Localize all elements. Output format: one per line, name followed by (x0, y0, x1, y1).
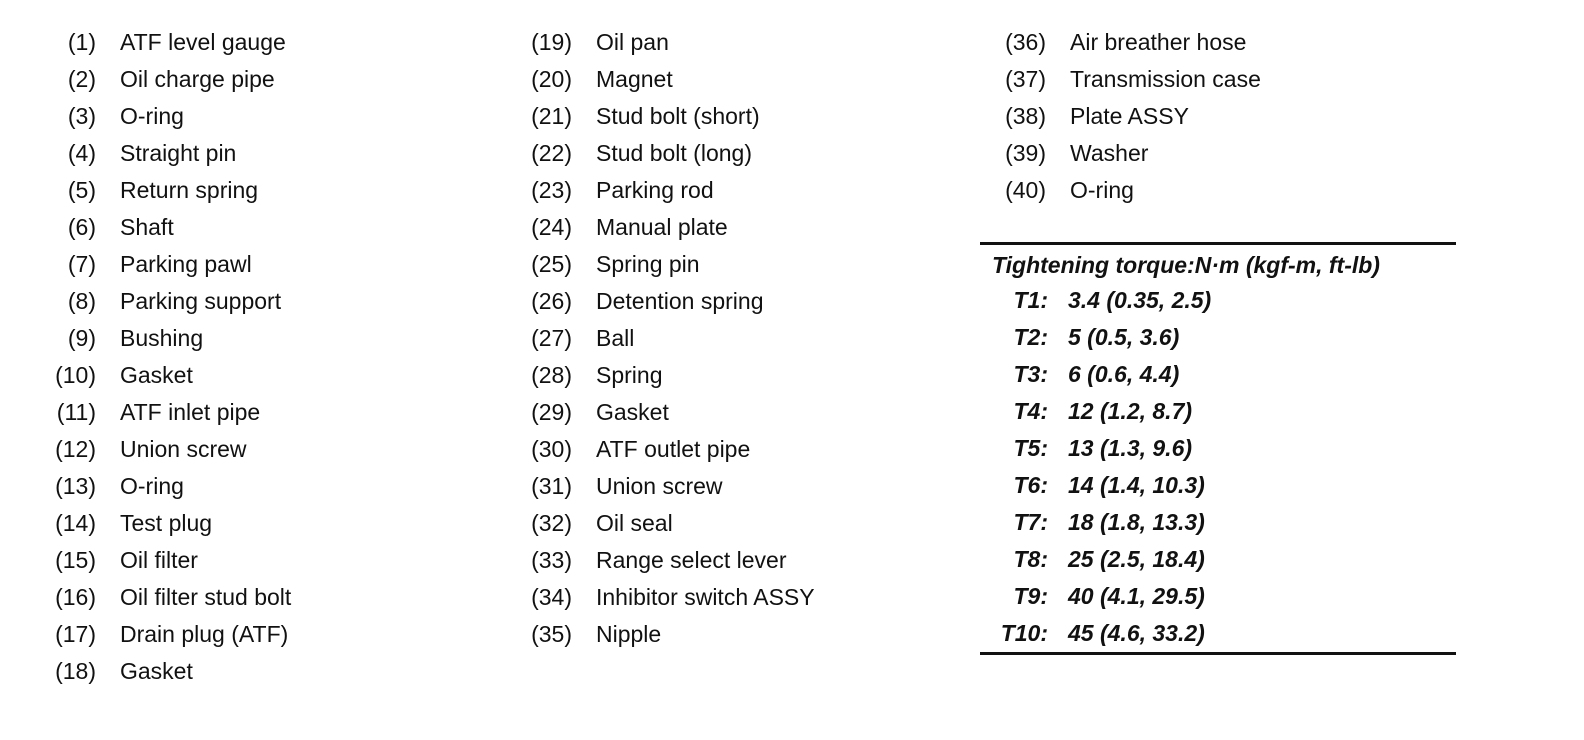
part-row (516, 542, 956, 579)
part-row (40, 431, 480, 468)
part-number: (32) (531, 510, 572, 536)
torque-code: T4: (1013, 398, 1048, 424)
part-row (516, 579, 956, 616)
part-row (40, 357, 480, 394)
part-number: (28) (531, 362, 572, 388)
part-name: Parking support (120, 288, 282, 314)
part-row (516, 431, 956, 468)
torque-code: T8: (1013, 546, 1048, 572)
part-number: (24) (531, 214, 572, 240)
part-row (516, 357, 956, 394)
torque-value: 6 (0.6, 4.4) (1068, 361, 1180, 387)
part-row (516, 209, 956, 246)
part-row (990, 135, 1470, 172)
torque-row (980, 578, 1456, 615)
torque-row (980, 356, 1456, 393)
part-name: Oil filter (120, 547, 198, 573)
torque-row (980, 282, 1456, 319)
part-number: (25) (531, 251, 572, 277)
part-name: Oil seal (596, 510, 673, 536)
part-name: Return spring (120, 177, 259, 203)
part-number: (7) (67, 251, 96, 277)
part-row (516, 616, 956, 653)
part-name: Gasket (120, 658, 193, 684)
torque-code: T2: (1013, 324, 1048, 350)
part-name: ATF inlet pipe (120, 399, 261, 425)
part-row (40, 468, 480, 505)
part-number: (11) (56, 399, 96, 425)
part-row (990, 24, 1470, 61)
part-row (40, 579, 480, 616)
torque-value: 40 (4.1, 29.5) (1068, 583, 1205, 609)
torque-code: T5: (1013, 435, 1048, 461)
part-name: Stud bolt (short) (596, 103, 760, 129)
part-name: ATF outlet pipe (596, 436, 751, 462)
part-name: Inhibitor switch ASSY (596, 584, 815, 610)
part-name: Union screw (596, 473, 723, 499)
part-name: Parking rod (596, 177, 714, 203)
part-name: Transmission case (1070, 66, 1261, 92)
part-number: (21) (531, 103, 572, 129)
part-row (516, 24, 956, 61)
part-number: (38) (1005, 103, 1046, 129)
part-number: (37) (1005, 66, 1046, 92)
part-row (516, 246, 956, 283)
torque-value: 12 (1.2, 8.7) (1068, 398, 1193, 424)
torque-row (980, 319, 1456, 356)
part-row (516, 283, 956, 320)
torque-rows (980, 282, 1456, 652)
part-number: (2) (67, 66, 96, 92)
torque-table-title: Tightening torque:N·m (kgf-m, ft-lb) (992, 252, 1380, 278)
part-row (40, 542, 480, 579)
part-row (516, 394, 956, 431)
part-row (990, 61, 1470, 98)
part-name: Detention spring (596, 288, 764, 314)
part-number: (4) (67, 140, 96, 166)
part-row (516, 61, 956, 98)
part-name: O-ring (1070, 177, 1134, 203)
part-name: Nipple (596, 621, 662, 647)
part-name: Straight pin (120, 140, 237, 166)
part-row (516, 135, 956, 172)
torque-row (980, 467, 1456, 504)
part-row (40, 61, 480, 98)
part-number: (26) (531, 288, 572, 314)
torque-value: 25 (2.5, 18.4) (1068, 546, 1205, 572)
torque-value: 13 (1.3, 9.6) (1068, 435, 1193, 461)
part-name: Shaft (120, 214, 174, 240)
torque-row (980, 541, 1456, 578)
part-name: Spring (596, 362, 663, 388)
part-number: (14) (55, 510, 96, 536)
part-number: (8) (67, 288, 96, 314)
part-row (516, 172, 956, 209)
part-name: Stud bolt (long) (596, 140, 752, 166)
part-number: (29) (531, 399, 572, 425)
part-number: (16) (55, 584, 96, 610)
part-name: O-ring (120, 103, 184, 129)
part-number: (36) (1005, 29, 1046, 55)
torque-code: T6: (1013, 472, 1048, 498)
part-name: Air breather hose (1070, 29, 1247, 55)
part-number: (18) (55, 658, 96, 684)
part-number: (40) (1005, 177, 1046, 203)
part-name: Washer (1070, 140, 1149, 166)
torque-code: T3: (1013, 361, 1048, 387)
part-number: (15) (55, 547, 96, 573)
part-name: Gasket (120, 362, 193, 388)
part-row (40, 653, 480, 690)
parts-list-column-3 (990, 24, 1470, 209)
part-row (40, 209, 480, 246)
part-name: Magnet (596, 66, 673, 92)
part-number: (20) (531, 66, 572, 92)
part-name: Bushing (120, 325, 204, 351)
part-row (40, 394, 480, 431)
part-name: Oil charge pipe (120, 66, 275, 92)
part-number: (30) (531, 436, 572, 462)
part-name: O-ring (120, 473, 184, 499)
part-row (40, 98, 480, 135)
torque-row (980, 504, 1456, 541)
tightening-torque-table (980, 242, 1456, 655)
torque-code: T1: (1013, 287, 1048, 313)
part-row (40, 24, 480, 61)
part-row (516, 320, 956, 357)
torque-value: 3.4 (0.35, 2.5) (1068, 287, 1212, 313)
torque-code: T7: (1013, 509, 1048, 535)
part-row (40, 505, 480, 542)
part-number: (23) (531, 177, 572, 203)
part-name: Parking pawl (120, 251, 252, 277)
part-name: Plate ASSY (1070, 103, 1189, 129)
part-name: Drain plug (ATF) (120, 621, 289, 647)
part-number: (5) (67, 177, 96, 203)
part-name: Gasket (596, 399, 669, 425)
part-number: (17) (55, 621, 96, 647)
torque-row (980, 430, 1456, 467)
part-number: (9) (67, 325, 96, 351)
part-number: (31) (531, 473, 572, 499)
part-row (40, 616, 480, 653)
part-row (990, 98, 1470, 135)
part-row (516, 505, 956, 542)
part-number: (35) (531, 621, 572, 647)
part-name: Oil filter stud bolt (120, 584, 292, 610)
part-number: (39) (1005, 140, 1046, 166)
part-number: (27) (531, 325, 572, 351)
parts-list-column-1 (40, 24, 480, 690)
torque-value: 5 (0.5, 3.6) (1068, 324, 1180, 350)
torque-value: 14 (1.4, 10.3) (1068, 472, 1205, 498)
part-name: Spring pin (596, 251, 700, 277)
torque-value: 18 (1.8, 13.3) (1068, 509, 1205, 535)
part-name: Manual plate (596, 214, 728, 240)
torque-row (980, 393, 1456, 430)
part-number: (3) (67, 103, 96, 129)
part-row (990, 172, 1470, 209)
part-number: (12) (55, 436, 96, 462)
part-row (40, 246, 480, 283)
part-number: (19) (531, 29, 572, 55)
part-name: Ball (596, 325, 635, 351)
part-name: Oil pan (596, 29, 669, 55)
part-name: Union screw (120, 436, 247, 462)
part-number: (34) (531, 584, 572, 610)
part-row (516, 98, 956, 135)
part-row (40, 135, 480, 172)
torque-code: T10: (1000, 620, 1048, 646)
part-number: (1) (67, 29, 96, 55)
part-name: Range select lever (596, 547, 787, 573)
parts-list-column-2 (516, 24, 956, 653)
part-number: (13) (55, 473, 96, 499)
part-number: (10) (55, 362, 96, 388)
part-number: (6) (67, 214, 96, 240)
part-number: (33) (531, 547, 572, 573)
part-row (40, 172, 480, 209)
part-name: Test plug (120, 510, 213, 536)
part-row (40, 283, 480, 320)
torque-row (980, 615, 1456, 652)
part-row (40, 320, 480, 357)
torque-code: T9: (1013, 583, 1048, 609)
part-name: ATF level gauge (120, 29, 286, 55)
torque-value: 45 (4.6, 33.2) (1068, 620, 1205, 646)
part-number: (22) (531, 140, 572, 166)
part-row (516, 468, 956, 505)
